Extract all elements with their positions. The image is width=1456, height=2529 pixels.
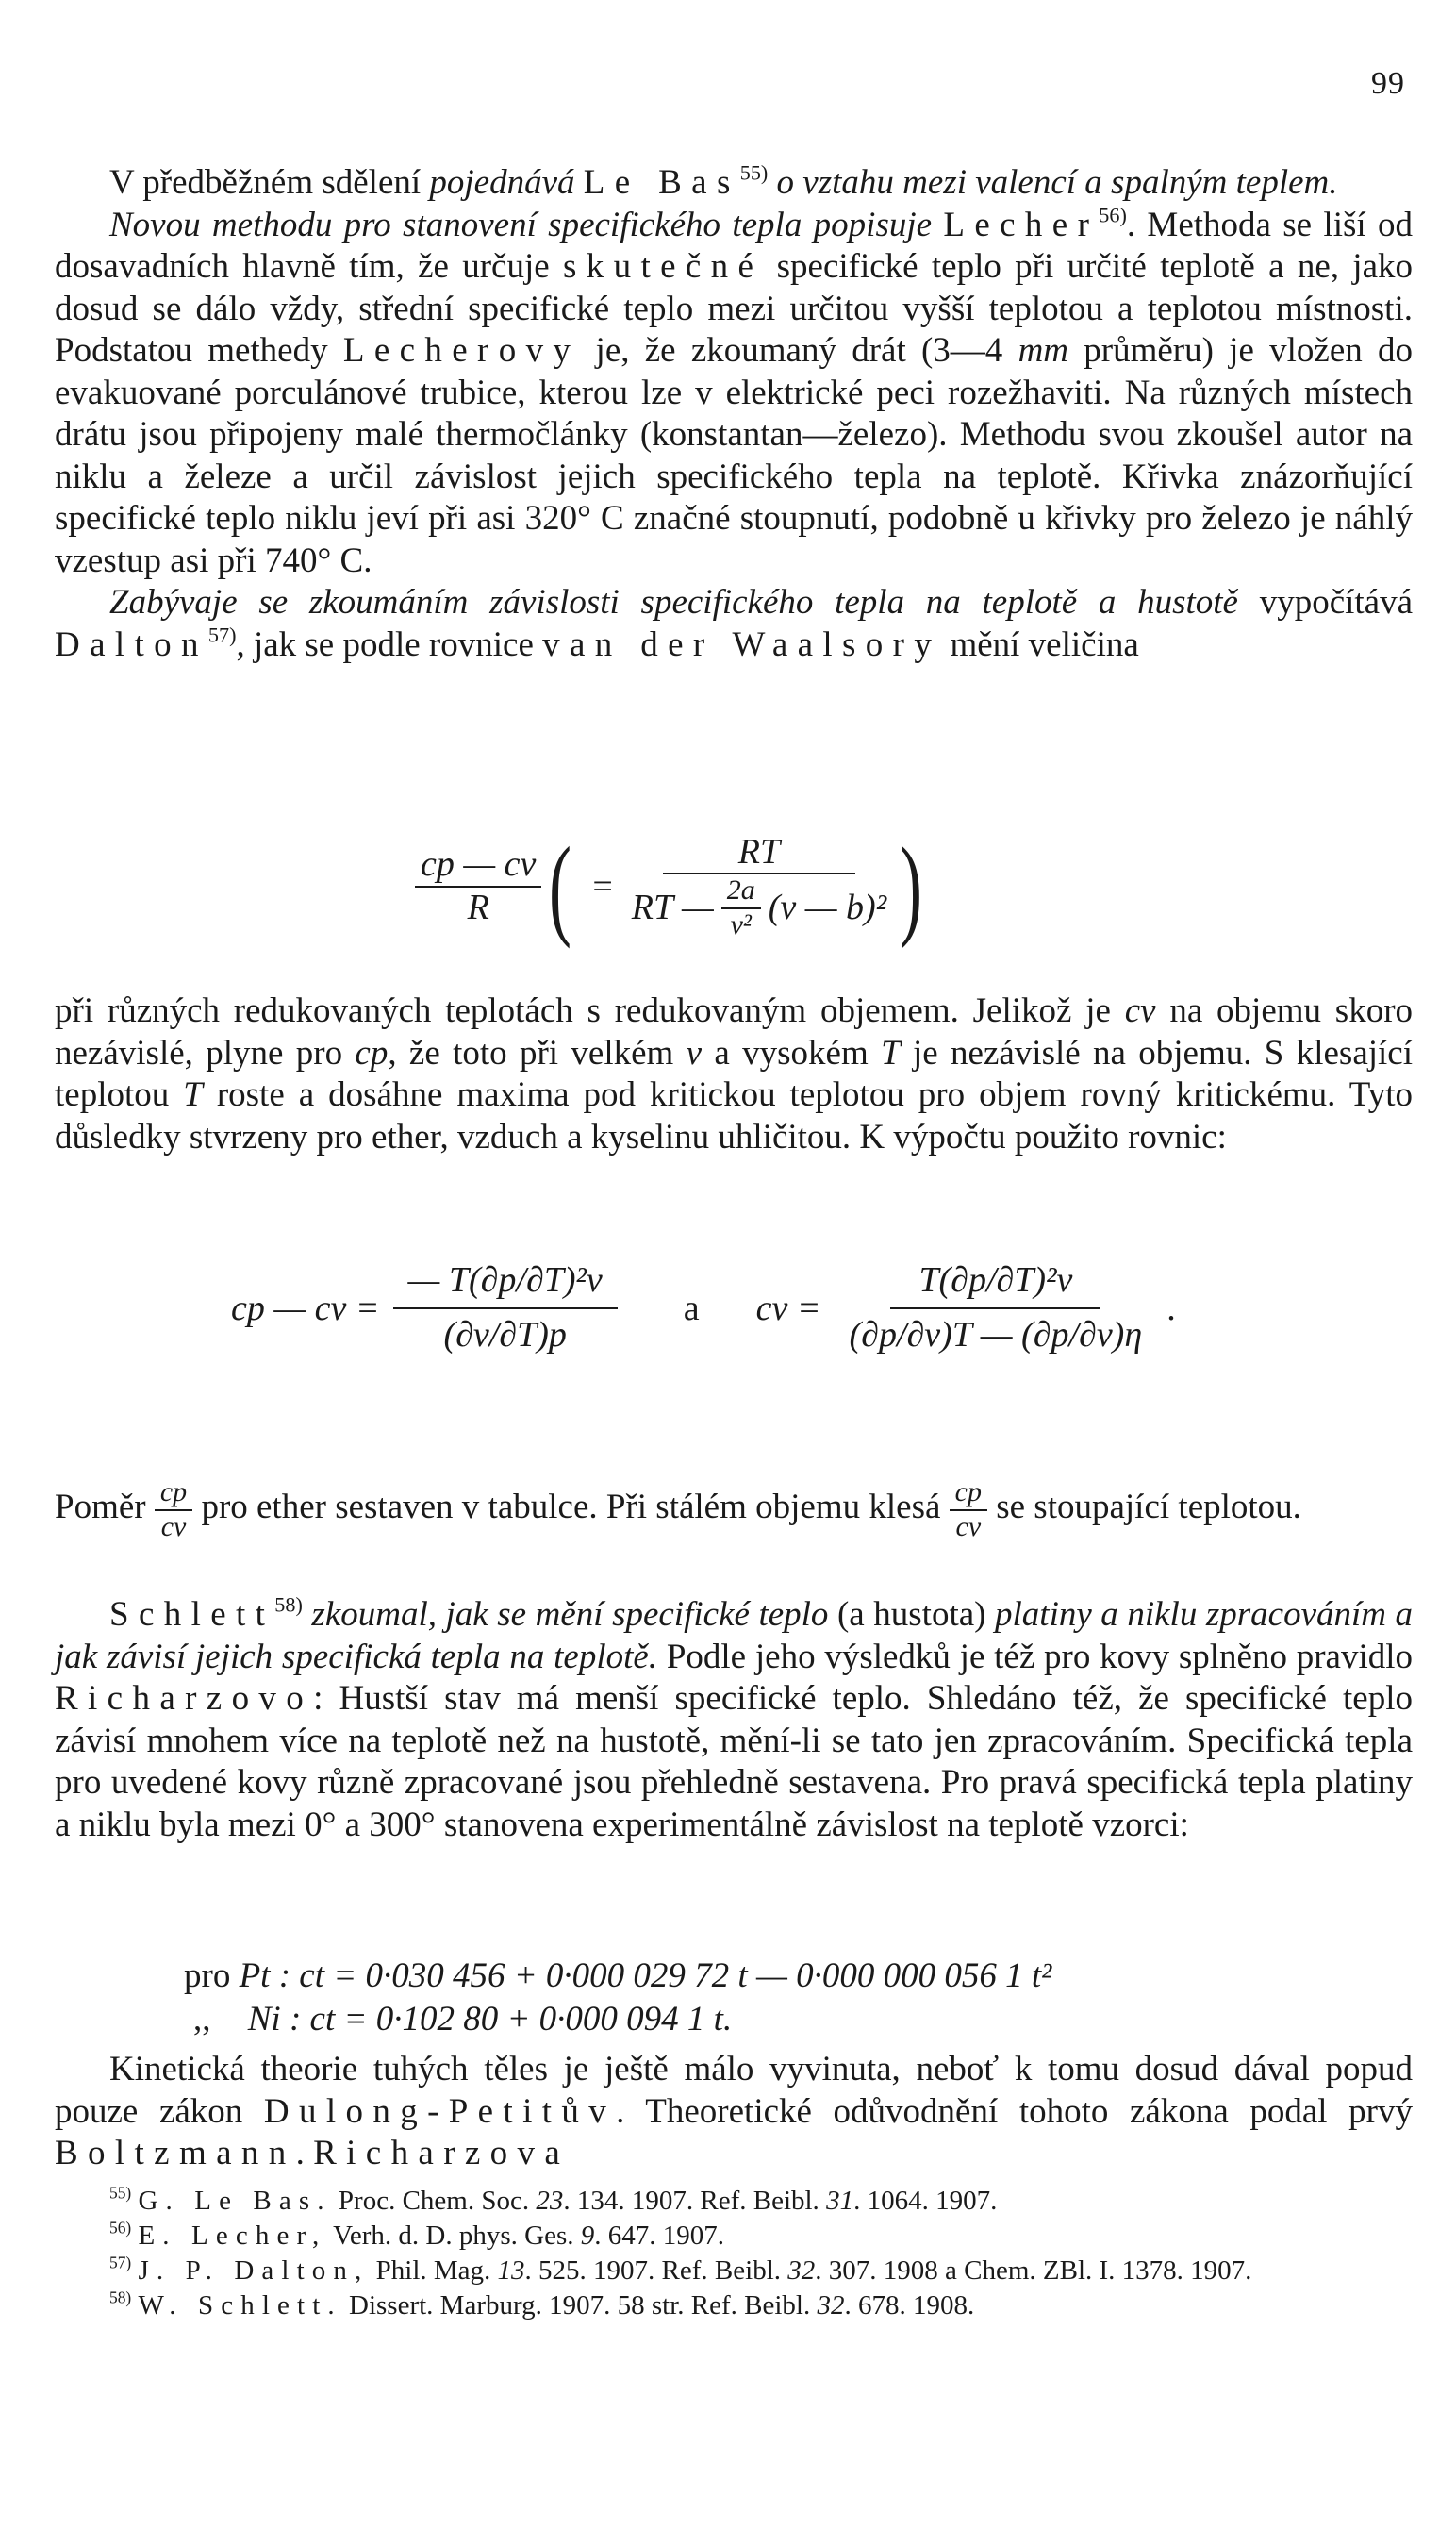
footnote-mark: 56) xyxy=(109,2218,132,2238)
paragraph-ratio xyxy=(55,1476,1413,1543)
ratio-fraction xyxy=(950,1476,987,1543)
formula-element: Ni xyxy=(247,2000,281,2038)
text-run: . xyxy=(295,2134,305,2172)
footnote-ref: 57) xyxy=(207,623,237,647)
text-block-ratio xyxy=(55,1476,1413,1543)
footnote-58 xyxy=(55,2288,1413,2323)
text-run: roste a dosáhne maxima pod kritickou teplotou pro objem rovný kritickému. Tyto důsledky stvrzeny pro ether, vzduch a kyselinu uhličitou. K výpočtu použito rovnic: xyxy=(55,1075,1414,1156)
paragraph-dalton xyxy=(55,582,1413,666)
author-name: van der Waalsory xyxy=(542,624,942,664)
right-paren: ) xyxy=(900,824,923,949)
eq2-den2: (∂p/∂v)T — (∂p/∂v)η xyxy=(849,1314,1143,1355)
eq2-and: a xyxy=(683,1288,700,1328)
ratio-num: cp xyxy=(950,1476,987,1511)
footnote-volume: 32 xyxy=(817,2290,845,2321)
eq1-rhs-fraction xyxy=(626,832,892,942)
symbol: T xyxy=(881,1033,901,1073)
text-run: na objemu skoro nezávislé, plyne pro xyxy=(55,991,1414,1073)
formula-line-ni xyxy=(184,1998,1051,2041)
footnote-volume: 31 xyxy=(826,2186,854,2216)
eq1-den-frac-num: 2a xyxy=(721,874,761,909)
text-run: . Theoretické odůvodnění tohoto zákona podal prvý xyxy=(616,2091,1414,2131)
footnote-mark: 57) xyxy=(109,2253,132,2272)
text-run: a vysokém xyxy=(714,1033,869,1073)
footnote-text: Proc. Chem. Soc. xyxy=(338,2186,530,2216)
footnote-volume: 32 xyxy=(787,2255,816,2286)
footnote-text: Phil. Mag. xyxy=(375,2255,491,2286)
author-name: Le Bas xyxy=(583,163,740,202)
eq1-den-fraction xyxy=(721,874,761,941)
footnote-volume: 23 xyxy=(536,2186,564,2216)
ratio-den: cv xyxy=(955,1510,982,1542)
formula-line-pt xyxy=(184,1955,1051,1998)
ratio-num: cp xyxy=(155,1476,192,1511)
footnote-text: . 134. 1907. Ref. Beibl. xyxy=(563,2186,819,2216)
text-run-italic: o vztahu mezi valencí a spalným teplem. xyxy=(776,163,1338,202)
paragraph-lecher xyxy=(55,205,1413,583)
unit: mm xyxy=(1018,331,1069,370)
formula-prefix: ,, xyxy=(193,2000,211,2038)
author-name: Richarzovo xyxy=(55,1679,314,1718)
footnote-author: G. Le Bas. xyxy=(138,2186,332,2216)
footnote-56 xyxy=(55,2219,1413,2254)
author-name: Richarzova xyxy=(313,2134,571,2172)
formula-prefix: pro xyxy=(184,1956,231,1995)
formula-element: Pt xyxy=(239,1956,271,1995)
text-run: Poměr xyxy=(55,1487,146,1526)
text-run-italic: zkoumal, jak se mění specifické teplo xyxy=(311,1595,829,1634)
eq2-den1: (∂v/∂T)p xyxy=(443,1314,567,1355)
text-run: specifické teplo při určité teplotě a ne, jako dosud se dálo vždy, střední specifické teplo mezi určitou vyšší teplotou a teplotou místnosti. Podstatou methedy xyxy=(55,247,1414,370)
equation-waals xyxy=(415,824,930,949)
text-run: je, že zkoumaný drát (3—4 xyxy=(595,331,1003,370)
symbol: v xyxy=(686,1033,703,1073)
footnote-ref: 55) xyxy=(739,160,769,185)
eq1-rhs-numerator: RT xyxy=(663,832,855,875)
text-run-italic: Zabývaje se zkoumáním závislosti specifického tepla na teplotě a hustotě xyxy=(109,583,1238,622)
left-paren: ( xyxy=(549,824,572,949)
footnote-ref: 58) xyxy=(274,1592,303,1617)
eq1-lhs-fraction xyxy=(415,844,541,928)
formula-body: : ct = 0·102 80 + 0·000 094 1 t. xyxy=(289,2000,733,2038)
footnote-mark: 58) xyxy=(109,2288,132,2307)
text-run: . Methoda se liší od dosavadních hlavně tím, že určuje xyxy=(55,205,1414,286)
ratio-fraction xyxy=(155,1476,192,1543)
text-run: je nezávislé na objemu. S klesající teplotou xyxy=(55,1033,1413,1114)
footnote-text: Verh. d. D. phys. Ges. xyxy=(333,2221,574,2251)
text-run-italic: platiny a niklu zpracováním a jak závisí jejich specifická tepla na teplotě. xyxy=(55,1595,1414,1676)
formula-body: : ct = 0·030 456 + 0·000 029 72 t — 0·000 000 056 1 t² xyxy=(278,1956,1052,1995)
footnote-text: . 1064. 1907. xyxy=(853,2186,998,2216)
text-run: , jak se podle rovnice xyxy=(236,624,534,664)
text-block-schlett xyxy=(55,1594,1413,1846)
footnote-author: J. P. Dalton, xyxy=(138,2255,370,2286)
author-name: Dulong-Petitův xyxy=(263,2091,617,2131)
symbol: cp xyxy=(355,1033,389,1073)
footnote-mark: 55) xyxy=(109,2183,132,2203)
eq2-fraction2 xyxy=(835,1255,1158,1361)
footnote-55 xyxy=(55,2184,1413,2219)
footnote-text: . 525. 1907. Ref. Beibl. xyxy=(524,2255,781,2286)
text-run: při různých redukovaných teplotách s redukovaným objemem. Jelikož je xyxy=(55,991,1111,1030)
ratio-den: cv xyxy=(160,1510,187,1542)
eq1-lhs-numerator: cp — cv xyxy=(415,844,541,888)
eq2-num2: T(∂p/∂T)²v xyxy=(890,1255,1100,1309)
text-run-italic: Novou methodu pro stanovení specifického tepla popisuje xyxy=(109,205,933,244)
text-run: vypočítává xyxy=(1259,583,1414,622)
text-run: Podle jeho výsledků je též pro kovy splněno pravidlo xyxy=(666,1637,1414,1676)
text-run-spaced: skutečné xyxy=(562,247,764,286)
paragraph-schlett xyxy=(55,1594,1413,1846)
text-run: Kinetická theorie tuhých těles je ještě málo vyvinuta, neboť k tomu dosud dával popud pouze zákon xyxy=(55,2050,1413,2131)
footnote-text: . 307. 1908 a Chem. ZBl. I. 1378. 1907. xyxy=(815,2255,1252,2286)
author-name: Lecher xyxy=(943,205,1100,244)
footnote-text: Dissert. Marburg. 1907. 58 str. Ref. Beibl. xyxy=(349,2290,811,2321)
eq1-den-part: RT — xyxy=(631,888,714,927)
eq2-end: . xyxy=(1166,1288,1176,1328)
text-run: V předběžném sdělení xyxy=(109,163,422,202)
footnote-volume: 13 xyxy=(497,2255,525,2286)
paragraph-le-bas xyxy=(55,162,1413,205)
text-block-middle xyxy=(55,990,1413,1158)
symbol: T xyxy=(183,1075,203,1114)
eq2-lhs1: cp — cv = xyxy=(231,1288,380,1328)
text-run: pro ether sestaven v tabulce. Při stálém objemu klesá xyxy=(201,1487,941,1526)
footnote-text: . 647. 1907. xyxy=(594,2221,725,2251)
eq1-den-frac-den: v² xyxy=(730,908,752,940)
text-run: , že toto při velkém xyxy=(388,1033,674,1073)
eq1-equals: = xyxy=(592,867,613,907)
text-run-italic: pojednává xyxy=(429,163,575,202)
eq2-fraction1 xyxy=(393,1255,618,1361)
page-number: 99 xyxy=(1371,66,1405,101)
author-name: Lecherovy xyxy=(342,331,581,370)
text-run: mění veličina xyxy=(950,624,1139,664)
author-name: Dalton xyxy=(55,624,208,664)
footnote-text: . 678. 1908. xyxy=(844,2290,975,2321)
text-block-kinetic xyxy=(55,2049,1413,2175)
eq1-den-part: (v — b)² xyxy=(768,888,887,927)
eq2-num1: — T(∂p/∂T)²v xyxy=(393,1255,618,1309)
symbol: cv xyxy=(1124,991,1156,1030)
text-run: : Hustší stav má menší specifické teplo. Shledáno též, že specifické teplo závisí mnohem více na teplotě než na hustotě, mění-li se tato jen zpracováním. Specifická tepla pro uvedené kovy různě zpracované jsou přehledně sestavena. Pro pravá specifická tepla platiny a niklu byla mezi 0° a 300° stanovena experimentálně závislost na teplotě vzorci: xyxy=(55,1679,1413,1844)
paragraph-kinetic xyxy=(55,2049,1413,2175)
author-name: Schlett xyxy=(109,1595,275,1634)
text-block-top xyxy=(55,162,1413,666)
footnote-author: W. Schlett. xyxy=(138,2290,342,2321)
text-run: (a hustota) xyxy=(836,1595,986,1634)
footnote-volume: 9 xyxy=(580,2221,595,2251)
eq2-lhs2: cv = xyxy=(755,1288,821,1328)
formula-block xyxy=(184,1955,1051,2041)
footnotes xyxy=(55,2184,1413,2323)
text-run: průměru) je vložen do evakuované porculánové trubice, kterou lze v elektrické peci rozežhaviti. Na různých místech drátu jsou připojeny malé thermočlánky (konstantan—železo). Methodu svou zkoušel autor na niklu a železe a určil závislost jejich specifického tepla na teplotě. Křivka znázorňující specifické teplo niklu jeví při asi 320° C značné stoupnutí, podobně u křivky pro železo je náhlý vzestup asi při 740° C. xyxy=(55,331,1413,580)
eq1-rhs-denominator xyxy=(626,874,892,941)
footnote-57 xyxy=(55,2254,1413,2288)
footnote-ref: 56) xyxy=(1099,203,1127,227)
footnote-author: E. Lecher, xyxy=(138,2221,327,2251)
author-name: Boltzmann xyxy=(55,2134,296,2172)
text-run: se stoupající teplotou. xyxy=(996,1487,1301,1526)
eq1-lhs-denominator: R xyxy=(467,888,489,927)
paragraph-results xyxy=(55,990,1413,1158)
equation-cp-cv xyxy=(231,1255,1176,1361)
